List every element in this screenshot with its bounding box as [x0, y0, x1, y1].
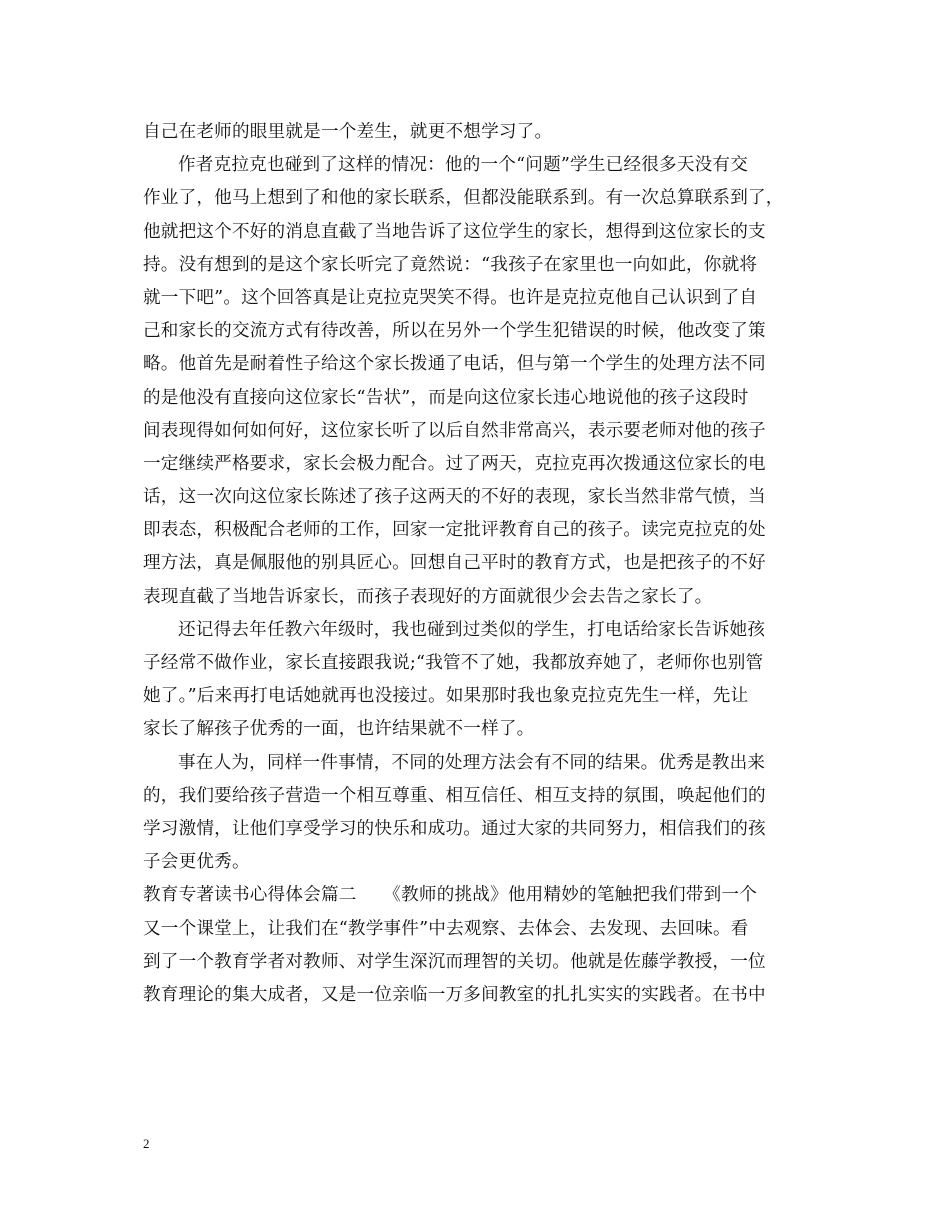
text-line: 他就把这个不好的消息直截了当地告诉了这位学生的家长，想得到这位家长的支	[143, 221, 766, 242]
paragraph-first-line: 还记得去年任教六年级时，我也碰到过类似的学生，打电话给家长告诉她孩	[178, 619, 766, 640]
text-line: 她了。”后来再打电话她就再也没接过。如果那时我也象克拉克先生一样，先让	[143, 686, 749, 707]
text-line: 学习激情，让他们享受学习的快乐和成功。通过大家的共同努力，相信我们的孩	[143, 818, 766, 839]
text-line: 理方法，真是佩服他的别具匠心。回想自己平时的教育方式，也是把孩子的不好	[143, 553, 766, 574]
body-text	[143, 116, 823, 1012]
text-line: 自己在老师的眼里就是一个差生，就更不想学习了。	[143, 122, 553, 142]
text-line: 间表现得如何如何好，这位家长听了以后自然非常高兴，表示要老师对他的孩子	[143, 420, 766, 441]
text-line: 一定继续严格要求，家长会极力配合。过了两天，克拉克再次拨通这位家长的电	[143, 453, 766, 474]
page-number: 2	[143, 1136, 150, 1151]
text-line: 略。他首先是耐着性子给这个家长拨通了电话，但与第一个学生的处理方法不同	[143, 354, 766, 375]
text-line: 又一个课堂上，让我们在“教学事件”中去观察、去体会、去发现、去回味。看	[143, 918, 749, 939]
text-line: 己和家长的交流方式有待改善，所以在另外一个学生犯错误的时候，他改变了策	[143, 321, 766, 342]
section-heading-line: 教育专著读书心得体会篇二 《教师的挑战》他用精妙的笔触把我们带到一个	[143, 885, 757, 906]
text-line: 作业了，他马上想到了和他的家长联系，但都没能联系到。有一次总算联系到了，	[143, 188, 784, 209]
text-line: 到了一个教育学者对教师、对学生深沉而理智的关切。他就是佐藤学教授，一位	[143, 951, 766, 972]
text-line: 话，这一次向这位家长陈述了孩子这两天的不好的表现，家长当然非常气愤，当	[143, 487, 766, 508]
text-line: 即表态，积极配合老师的工作，回家一定批评教育自己的孩子。读完克拉克的处	[143, 520, 766, 541]
text-line: 教育理论的集大成者，又是一位亲临一万多间教室的扎扎实实的实践者。在书中	[143, 984, 766, 1005]
text-line: 家长了解孩子优秀的一面，也许结果就不一样了。	[143, 719, 535, 740]
text-line: 的，我们要给孩子营造一个相互尊重、相互信任、相互支持的氛围，唤起他们的	[143, 785, 766, 806]
text-line: 子经常不做作业，家长直接跟我说;“我管不了她，我都放弃她了，老师你也别管	[143, 653, 764, 673]
text-line: 持。没有想到的是这个家长听完了竟然说：“我孩子在家里也一向如此，你就将	[143, 254, 758, 275]
paragraph-first-line: 作者克拉克也碰到了这样的情况：他的一个“问题”学生已经很多天没有交	[178, 155, 748, 176]
text-line: 表现直截了当地告诉家长，而孩子表现好的方面就很少会去告之家长了。	[143, 586, 713, 607]
text-line: 的是他没有直接向这位家长“告状”，而是向这位家长违心地说他的孩子这段时	[143, 387, 749, 408]
text-line: 子会更优秀。	[143, 852, 250, 873]
text-line: 就一下吧”。这个回答真是让克拉克哭笑不得。也许是克拉克他自己认识到了自	[143, 287, 758, 308]
paragraph-first-line: 事在人为，同样一件事情，不同的处理方法会有不同的结果。优秀是教出来	[178, 752, 766, 773]
